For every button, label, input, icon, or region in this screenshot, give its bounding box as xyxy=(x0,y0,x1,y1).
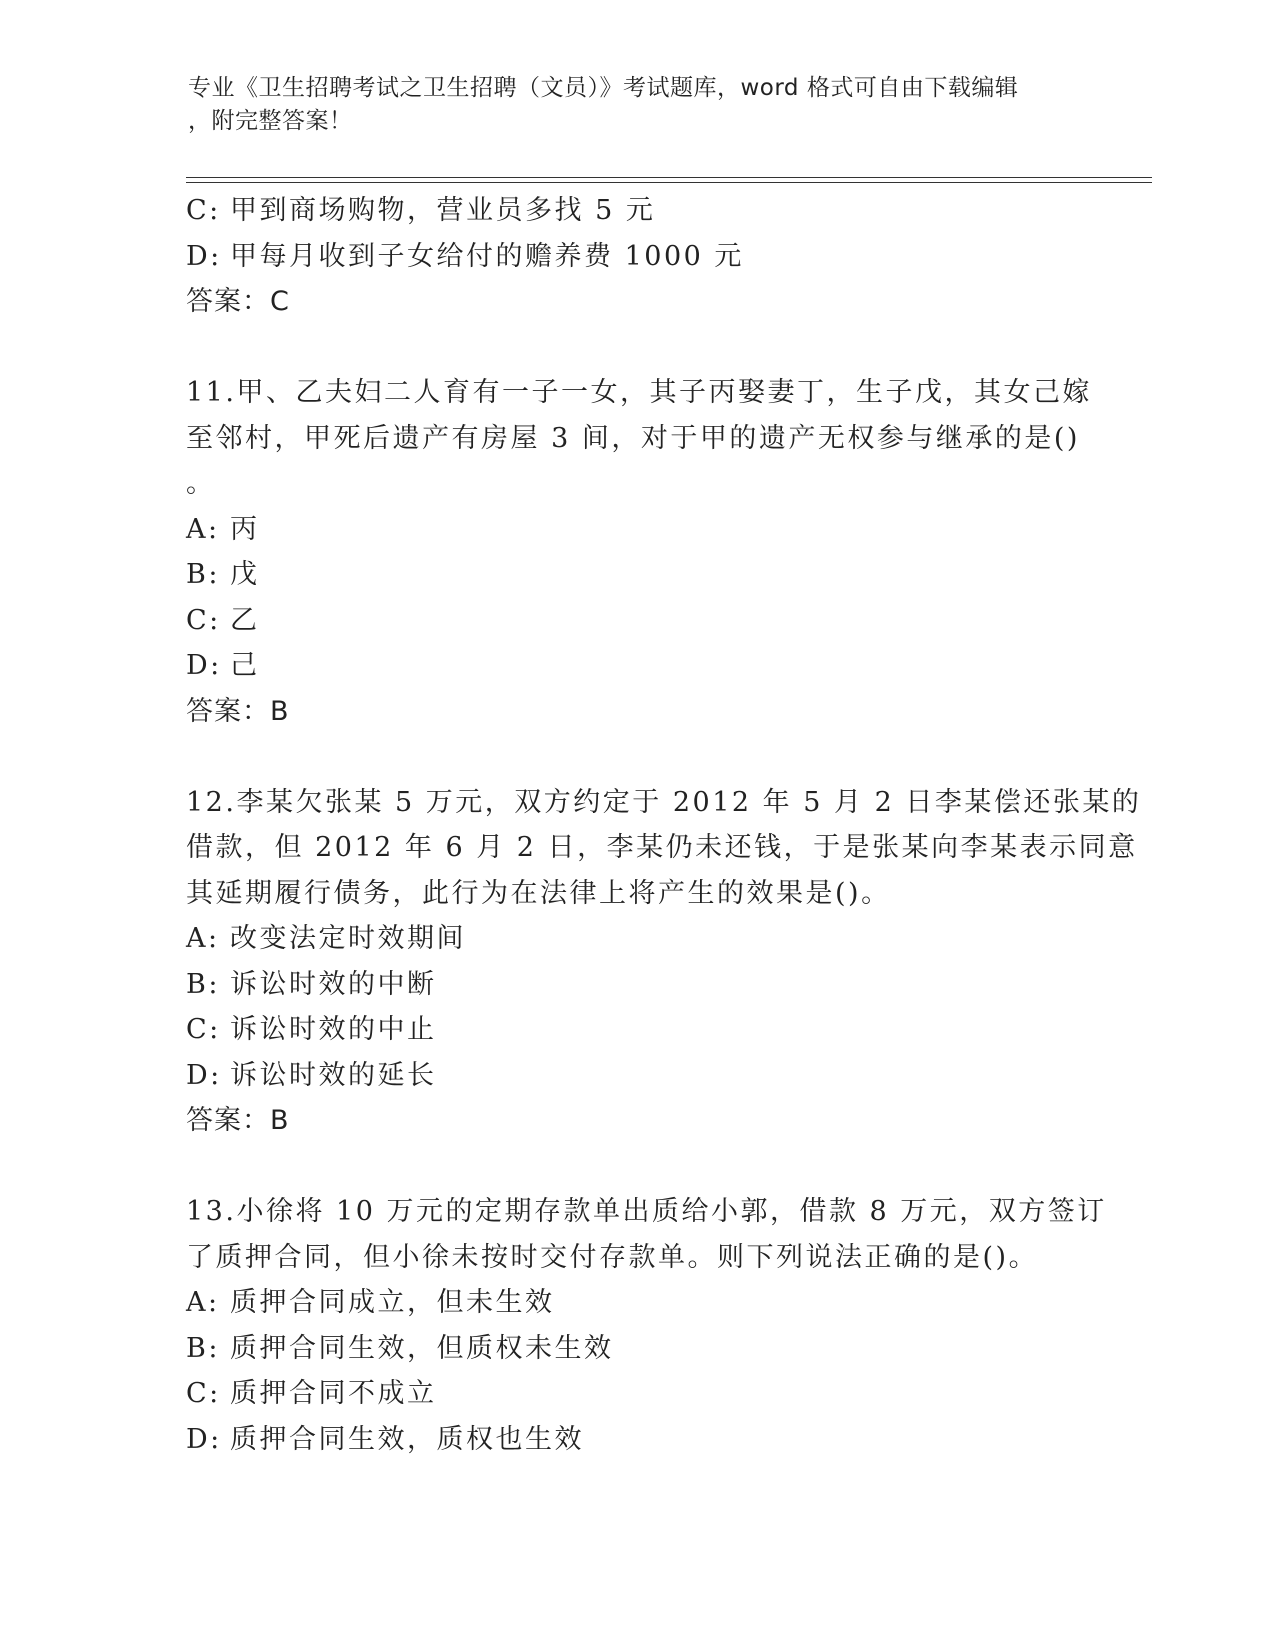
option-text: 乙 xyxy=(230,604,260,636)
header-title-line-1: 专业《卫生招聘考试之卫生招聘（文员）》考试题库，word 格式可自由下载编辑 xyxy=(188,75,1019,101)
answer-line: 答案：B xyxy=(186,1105,290,1136)
option-text: 诉讼时效的中止 xyxy=(230,1014,437,1045)
option-d xyxy=(186,234,1086,280)
option-key: B: xyxy=(186,559,220,590)
option-key: A: xyxy=(186,923,220,954)
option-key: C: xyxy=(186,604,221,636)
document-header xyxy=(188,72,1068,138)
option-text: 质押合同不成立 xyxy=(230,1378,437,1409)
header-title-line-2: ，附完整答案！ xyxy=(188,108,353,134)
option-c xyxy=(186,188,1086,234)
option-text: 诉讼时效的中断 xyxy=(230,968,437,1000)
question-stem-line: 11.甲、乙夫妇二人育有一子一女，其子丙娶妻丁，生子戊，其女己嫁 xyxy=(186,377,1092,408)
option-text: 质押合同生效，质权也生效 xyxy=(230,1423,584,1455)
option-key: B: xyxy=(186,968,220,1000)
option-d xyxy=(186,643,1086,689)
option-text: 质押合同成立，但未生效 xyxy=(230,1287,555,1318)
option-text: 诉讼时效的延长 xyxy=(230,1059,437,1091)
option-key: C: xyxy=(186,1378,221,1409)
option-a xyxy=(186,1280,1086,1326)
question-list xyxy=(186,188,1142,1462)
option-a xyxy=(186,507,1086,553)
option-d xyxy=(186,1053,1086,1099)
option-key: D: xyxy=(186,240,222,272)
answer-line: 答案：C xyxy=(186,286,290,317)
question-stem-line: 其延期履行债务，此行为在法律上将产生的效果是()。 xyxy=(186,877,891,909)
spacer xyxy=(186,325,1086,371)
option-text: 丙 xyxy=(230,513,260,545)
option-key: D: xyxy=(186,1059,222,1091)
option-text: 甲到商场购物，营业员多找 5 元 xyxy=(230,195,656,226)
option-d xyxy=(186,1417,1086,1463)
option-text: 改变法定时效期间 xyxy=(230,923,466,954)
option-b xyxy=(186,1326,1086,1372)
header-divider-top xyxy=(186,177,1152,178)
header-divider-bottom xyxy=(186,182,1152,183)
question-10-continuation xyxy=(186,188,1086,325)
option-b xyxy=(186,552,1086,598)
option-key: C: xyxy=(186,1014,221,1045)
question-stem-line: 至邻村，甲死后遗产有房屋 3 间，对于甲的遗产无权参与继承的是() xyxy=(186,422,1080,454)
option-text: 戊 xyxy=(230,559,260,590)
option-b xyxy=(186,962,1086,1008)
option-c xyxy=(186,598,1086,644)
option-c xyxy=(186,1007,1086,1053)
question-stem-line: 13.小徐将 10 万元的定期存款单出质给小郭，借款 8 万元，双方签订 xyxy=(186,1196,1107,1227)
question-stem-line: 借款，但 2012 年 6 月 2 日，李某仍未还钱，于是张某向李某表示同意 xyxy=(186,832,1138,863)
option-key: B: xyxy=(186,1332,220,1364)
question-stem-line: 。 xyxy=(186,468,216,499)
option-a xyxy=(186,916,1086,962)
option-key: D: xyxy=(186,1423,222,1455)
question-12 xyxy=(186,780,1142,1144)
option-text: 质押合同生效，但质权未生效 xyxy=(230,1332,614,1364)
option-key: A: xyxy=(186,513,220,545)
option-key: C: xyxy=(186,195,221,226)
option-key: A: xyxy=(186,1287,220,1318)
spacer xyxy=(186,734,1086,780)
option-c xyxy=(186,1371,1086,1417)
option-text: 甲每月收到子女给付的赡养费 1000 元 xyxy=(230,240,744,272)
option-text: 己 xyxy=(230,650,260,681)
option-key: D: xyxy=(186,650,222,681)
question-11 xyxy=(186,370,1092,734)
answer-line: 答案：B xyxy=(186,695,290,727)
question-13 xyxy=(186,1189,1107,1462)
question-stem-line: 了质押合同，但小徐未按时交付存款单。则下列说法正确的是()。 xyxy=(186,1241,1039,1273)
question-stem-line: 12.李某欠张某 5 万元，双方约定于 2012 年 5 月 2 日李某偿还张某的 xyxy=(186,786,1142,818)
spacer xyxy=(186,1144,1086,1190)
